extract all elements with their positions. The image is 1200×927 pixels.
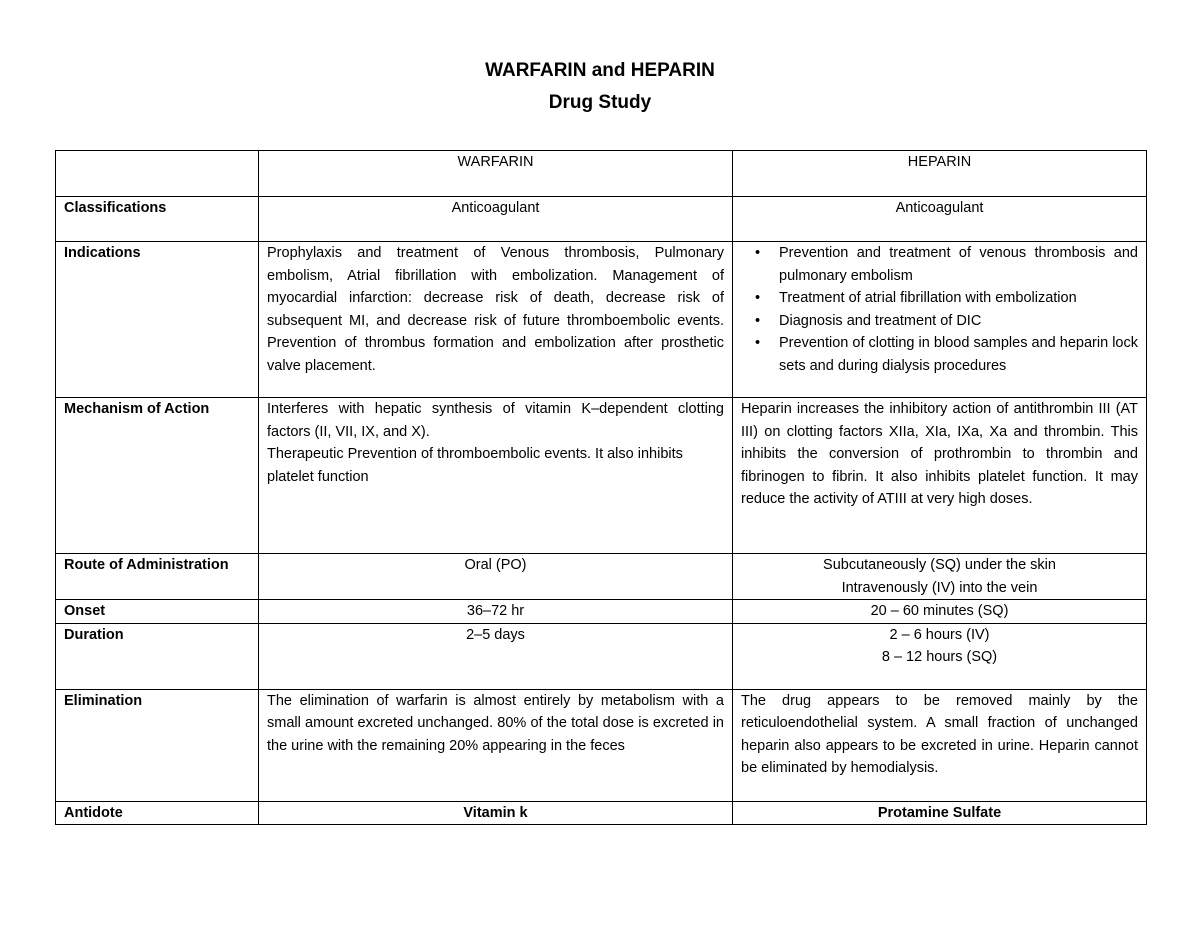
header-heparin: HEPARIN [733, 151, 1147, 197]
row-label-antidote: Antidote [56, 801, 259, 825]
heparin-elimination: The drug appears to be removed mainly by the reticuloendothelial system. A small fraction of unchanged heparin also appears to be excreted in urine. Heparin cannot be eliminated by hemodialysis. [733, 689, 1147, 801]
warfarin-classification: Anticoagulant [259, 197, 733, 242]
drug-comparison-table [55, 150, 1147, 825]
bullet-icon: • [755, 335, 761, 351]
header-warfarin: WARFARIN [259, 151, 733, 197]
list-item: • Prevention of clotting in blood samples and heparin lock sets and during dialysis procedures [741, 332, 1138, 377]
document-title: WARFARIN and HEPARIN [485, 60, 715, 81]
list-item: • Prevention and treatment of venous thrombosis and pulmonary embolism [741, 242, 1138, 287]
row-label-duration: Duration [56, 623, 259, 689]
list-item: • Diagnosis and treatment of DIC [741, 310, 1138, 333]
warfarin-mechanism-line1: Interferes with hepatic synthesis of vitamin K–dependent clotting factors (II, VII, IX, and X). [267, 401, 724, 440]
bullet-icon: • [755, 245, 761, 261]
heparin-route-line2: Intravenously (IV) into the vein [841, 579, 1038, 596]
warfarin-route: Oral (PO) [259, 554, 733, 600]
heparin-antidote: Protamine Sulfate [733, 801, 1147, 825]
table-row-duration [56, 623, 1147, 689]
heparin-route-line1: Subcutaneously (SQ) under the skin [823, 557, 1056, 573]
list-item: • Treatment of atrial fibrillation with embolization [741, 287, 1138, 310]
bullet-icon: • [755, 312, 761, 329]
table-row-elimination [56, 689, 1147, 801]
heparin-indications [733, 242, 1147, 398]
table-row-route [56, 554, 1147, 600]
row-label-classifications: Classifications [56, 197, 259, 242]
warfarin-duration: 2–5 days [259, 623, 733, 689]
row-label-onset: Onset [56, 600, 259, 624]
warfarin-mechanism-line2: Therapeutic Prevention of thromboembolic events. It also inhibits platelet function [267, 446, 683, 485]
warfarin-onset: 36–72 hr [259, 600, 733, 624]
heparin-onset: 20 – 60 minutes (SQ) [733, 600, 1147, 624]
header-blank-cell [56, 151, 259, 197]
table-row-antidote [56, 801, 1147, 825]
table-row-indications [56, 242, 1147, 398]
heparin-duration [733, 623, 1147, 689]
row-label-mechanism: Mechanism of Action [56, 398, 259, 554]
warfarin-elimination: The elimination of warfarin is almost entirely by metabolism with a small amount excreted unchanged. 80% of the total dose is excreted in the urine with the remaining 20% appearing in the feces [259, 689, 733, 801]
row-label-elimination: Elimination [56, 689, 259, 801]
heparin-duration-line2: 8 – 12 hours (SQ) [881, 649, 998, 665]
table-row-classifications [56, 197, 1147, 242]
row-label-route: Route of Administration [56, 554, 259, 600]
bullet-icon: • [755, 290, 761, 306]
heparin-indications-list [741, 242, 1138, 377]
row-label-indications: Indications [56, 242, 259, 398]
warfarin-antidote: Vitamin k [259, 801, 733, 825]
table-row-mechanism [56, 398, 1147, 554]
table-header-row [56, 151, 1147, 197]
heparin-route [733, 554, 1147, 600]
warfarin-indications: Prophylaxis and treatment of Venous thrombosis, Pulmonary embolism, Atrial fibrillation with embolization. Management of myocardial infarction: decrease risk of death, decrease risk of subsequent MI, and decrease risk of future thromboembolic events. Prevention of thrombus formation and embolization after prosthetic valve placement. [259, 242, 733, 398]
heparin-mechanism: Heparin increases the inhibitory action of antithrombin III (AT III) on clotting factors XIIa, XIa, IXa, Xa and thrombin. This inhibits the conversion of prothrombin to thrombin and fibrinogen to fibrin. It also inhibits platelet function. It may reduce the activity of ATIII at very high doses. [733, 398, 1147, 554]
warfarin-mechanism [259, 398, 733, 554]
heparin-duration-line1: 2 – 6 hours (IV) [889, 626, 990, 643]
document-subtitle: Drug Study [548, 92, 652, 113]
heparin-classification: Anticoagulant [733, 197, 1147, 242]
table-row-onset [56, 600, 1147, 624]
